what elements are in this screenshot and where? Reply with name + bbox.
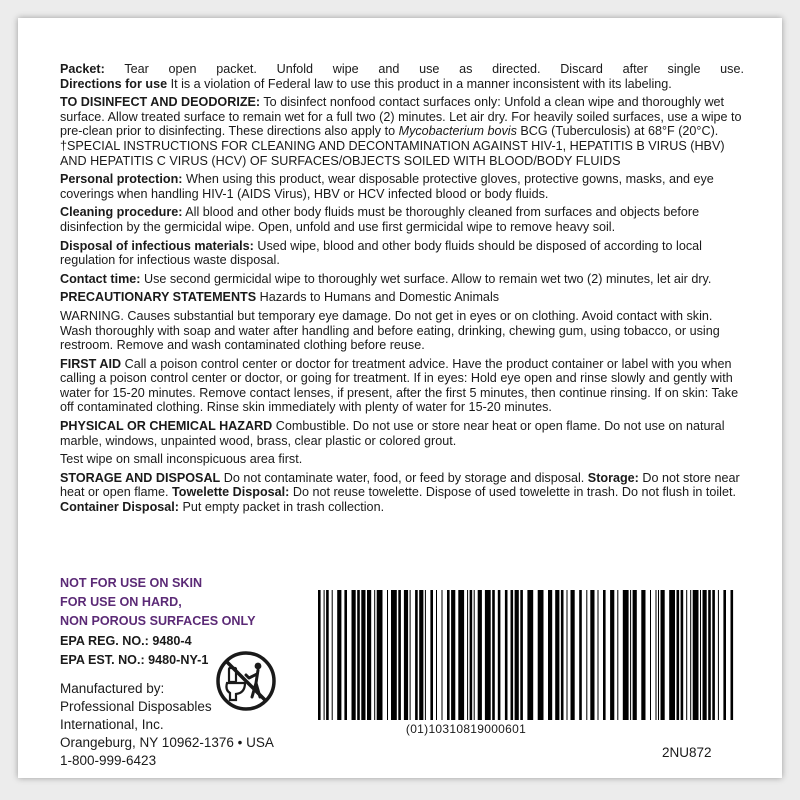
barcode-bar [447, 590, 450, 720]
barcode-bar [723, 590, 726, 720]
barcode-bar [656, 590, 657, 720]
organism-name: Mycobacterium bovis [398, 124, 517, 139]
physical-hazard-section [60, 419, 744, 448]
directions-for-use [60, 77, 744, 92]
packet-text: Tear open packet. Unfold wipe and use as directed. Discard after single use. [124, 62, 744, 76]
barcode-bar [681, 590, 684, 720]
barcode-bar [586, 590, 587, 720]
disinfect-text: To disinfect nonfood contact surfaces only: Unfold a clean wipe and thoroughly wet surface. Allow treated surface to remain wet for a full two (2) minutes. Let air dry. For heavily soiled surfaces, use a wipe to pre-clean prior to disinfecting. These directions also apply to [60, 95, 742, 139]
barcode-bar [669, 590, 675, 720]
directions-text: It is a violation of Federal law to use this product in a manner inconsistent with its labeling. [170, 76, 672, 91]
contact-time-section [60, 272, 744, 287]
barcode-bar [442, 590, 443, 720]
barcode-bar [567, 590, 568, 720]
barcode-bar [712, 590, 715, 720]
barcode-bar [515, 590, 519, 720]
barcode-bar [478, 590, 482, 720]
physical-hazard-text: Combustible. Do not use or store near heat or open flame. Do not use on natural marble, windows, unpainted wood, brass, clear plastic or colored grout. [60, 419, 725, 448]
barcode-bar [538, 590, 544, 720]
cleaning-procedure-heading: Cleaning procedure: [60, 205, 183, 220]
barcode-bar [425, 590, 426, 720]
company-phone: 1-800-999-6423 [60, 753, 157, 768]
disinfect-text-end: BCG (Tuberculosis) at 68°F (20°C). [520, 124, 719, 139]
barcode-bar [505, 590, 508, 720]
towelette-disposal-heading: Towelette Disposal: [172, 485, 290, 500]
barcode-bar [377, 590, 383, 720]
surface-use-notes [60, 574, 300, 631]
barcode-bar [352, 590, 356, 720]
barcode-bar [332, 590, 333, 720]
barcode-bar [474, 590, 475, 720]
barcode-bar [693, 590, 699, 720]
product-label [18, 18, 782, 778]
not-for-skin-note: NOT FOR USE ON SKIN [60, 576, 203, 590]
container-disposal-heading: Container Disposal: [60, 500, 179, 515]
label-directions-text [60, 62, 744, 519]
barcode-bar [677, 590, 680, 720]
barcode-bar [686, 590, 687, 720]
disposal-infectious-text: Used wipe, blood and other body fluids should be disposed of according to local regulation for infectious waste disposal. [60, 238, 702, 268]
packet-heading: Packet: [60, 62, 105, 76]
cleaning-procedure-section [60, 205, 744, 234]
barcode-bar [485, 590, 491, 720]
storage-disposal-heading: STORAGE AND DISPOSAL [60, 470, 221, 485]
barcode-bar [703, 590, 707, 720]
barcode-bar [708, 590, 711, 720]
barcode-bar [598, 590, 599, 720]
special-instructions: †SPECIAL INSTRUCTIONS FOR CLEANING AND DECONTAMINATION AGAINST HIV-1, HEPATITIS B VIRUS (HBV) AND HEPATITIS C VIRUS (HCV) OF SURFACES/OBJECTS SOILED WITH BLOOD/BODY FLUIDS [60, 138, 725, 168]
barcode-bar [700, 590, 701, 720]
towelette-disposal-text: Do not reuse towelette. Dispose of used towelette in trash. Do not flush in toilet. [292, 485, 736, 500]
barcode-bar [571, 590, 575, 720]
first-aid-section [60, 357, 744, 415]
manufacturer-info [60, 680, 274, 770]
hard-surfaces-note: FOR USE ON HARD, [60, 595, 182, 609]
disinfect-section [60, 95, 744, 139]
barcode-bar [458, 590, 464, 720]
barcode-bar [391, 590, 397, 720]
disinfect-heading: TO DISINFECT AND DEODORIZE: [60, 95, 261, 110]
storage-text: Do not store near heat or open flame. [60, 470, 740, 500]
company-name-line1: Professional Disposables [60, 699, 212, 714]
barcode-bar [650, 590, 651, 720]
test-wipe-note: Test wipe on small inconspicuous area first. [60, 452, 303, 467]
disposal-infectious-heading: Disposal of infectious materials: [60, 238, 254, 253]
cleaning-procedure-text: All blood and other body fluids must be thoroughly cleaned from surfaces and objects before disinfection by the germicidal wipe. Open, unfold and use first germicidal wipe to remove heavy soil. [60, 205, 700, 234]
packet-line [60, 62, 744, 77]
precautionary-text: Hazards to Humans and Domestic Animals [259, 290, 500, 305]
barcode-bar [579, 590, 582, 720]
barcode-bar [610, 590, 614, 720]
barcode-bar [658, 590, 659, 720]
barcode-bar [410, 590, 411, 720]
product-code: 2NU872 [662, 745, 712, 760]
barcode-bar [344, 590, 347, 720]
barcode-bar [367, 590, 371, 720]
barcode-bar [731, 590, 734, 720]
directions-heading: Directions for use [60, 76, 168, 91]
barcode-bar [630, 590, 631, 720]
barcode [316, 590, 736, 720]
barcode-bar [520, 590, 523, 720]
precautionary-section [60, 290, 744, 305]
barcode-bar [718, 590, 719, 720]
barcode-bar [633, 590, 637, 720]
barcode-bar [498, 590, 501, 720]
barcode-bar [590, 590, 594, 720]
barcode-bar [357, 590, 360, 720]
epa-est-number: EPA EST. NO.: 9480-NY-1 [60, 653, 209, 667]
storage-disposal-section [60, 471, 744, 515]
contact-time-heading: Contact time: [60, 271, 141, 286]
barcode-bar [511, 590, 514, 720]
barcode-bar [661, 590, 665, 720]
warning-text: WARNING. Causes substantial but temporary eye damage. Do not get in eyes or on clothing. Avoid contact with skin. Wash thoroughly with soap and water after handling and before eating, drinking, chewing gum, using tobacco, or using restroom. Remove and wash contaminated clothing before reuse. [60, 308, 720, 353]
first-aid-text: Call a poison control center or doctor for treatment advice. Have the product container or label with you when calling a poison control center or doctor, or going for treatment. If in eyes: Hold eye open and rinse slowly and gently with water for 15-20 minutes. Remove contact lenses, if present, after the first 5 minutes, then continue rinsing. If on skin: Take off contaminated clothing. Rinse skin immediately with plenty of water for 15-20 minutes. [60, 356, 739, 415]
barcode-bar [387, 590, 388, 720]
company-name-line2: International, Inc. [60, 717, 164, 732]
barcode-bar [430, 590, 433, 720]
barcode-bar [470, 590, 473, 720]
barcode-bar [603, 590, 606, 720]
barcode-bar [326, 590, 329, 720]
barcode-bar [398, 590, 401, 720]
precautionary-heading: PRECAUTIONARY STATEMENTS [60, 290, 257, 305]
barcode-bar [337, 590, 341, 720]
personal-protection-section [60, 172, 744, 201]
physical-hazard-heading: PHYSICAL OR CHEMICAL HAZARD [60, 419, 273, 434]
container-disposal-text: Put empty packet in trash collection. [182, 500, 385, 515]
barcode-bar [361, 590, 365, 720]
company-address: Orangeburg, NY 10962-1376 • USA [60, 735, 274, 750]
barcode-bar [690, 590, 691, 720]
contact-time-text: Use second germicidal wipe to thoroughly wet surface. Allow to remain wet two (2) minutes, let air dry. [143, 271, 712, 286]
barcode-bar [555, 590, 559, 720]
barcode-bar [548, 590, 552, 720]
barcode-bar [404, 590, 408, 720]
barcode-bar [617, 590, 618, 720]
barcode-bar [419, 590, 423, 720]
barcode-bar [527, 590, 533, 720]
disposal-infectious-section [60, 239, 744, 268]
storage-heading: Storage: [587, 470, 639, 485]
manufactured-by-label: Manufactured by: [60, 681, 165, 696]
epa-numbers [60, 632, 208, 670]
barcode-bar [467, 590, 468, 720]
barcode-bar [623, 590, 629, 720]
barcode-number: (01)10310819000601 [405, 722, 527, 736]
barcode-bar [436, 590, 437, 720]
barcode-bar [324, 590, 325, 720]
barcode-bar [318, 590, 321, 720]
non-porous-note: NON POROUS SURFACES ONLY [60, 614, 256, 628]
barcode-bar [415, 590, 418, 720]
barcode-bar [492, 590, 495, 720]
barcode-bar [561, 590, 564, 720]
personal-protection-heading: Personal protection: [60, 172, 183, 187]
epa-reg-number: EPA REG. NO.: 9480-4 [60, 634, 192, 648]
first-aid-heading: FIRST AID [60, 356, 122, 371]
storage-disposal-text: Do not contaminate water, food, or feed by storage and disposal. [223, 470, 585, 485]
personal-protection-text: When using this product, wear disposable protective gloves, protective gowns, masks, and eye coverings when handling HIV-1 (AIDS Virus), HBV or HCV infected blood or body fluids. [60, 172, 714, 201]
barcode-bar [451, 590, 455, 720]
barcode-bar [641, 590, 645, 720]
barcode-bar [374, 590, 375, 720]
